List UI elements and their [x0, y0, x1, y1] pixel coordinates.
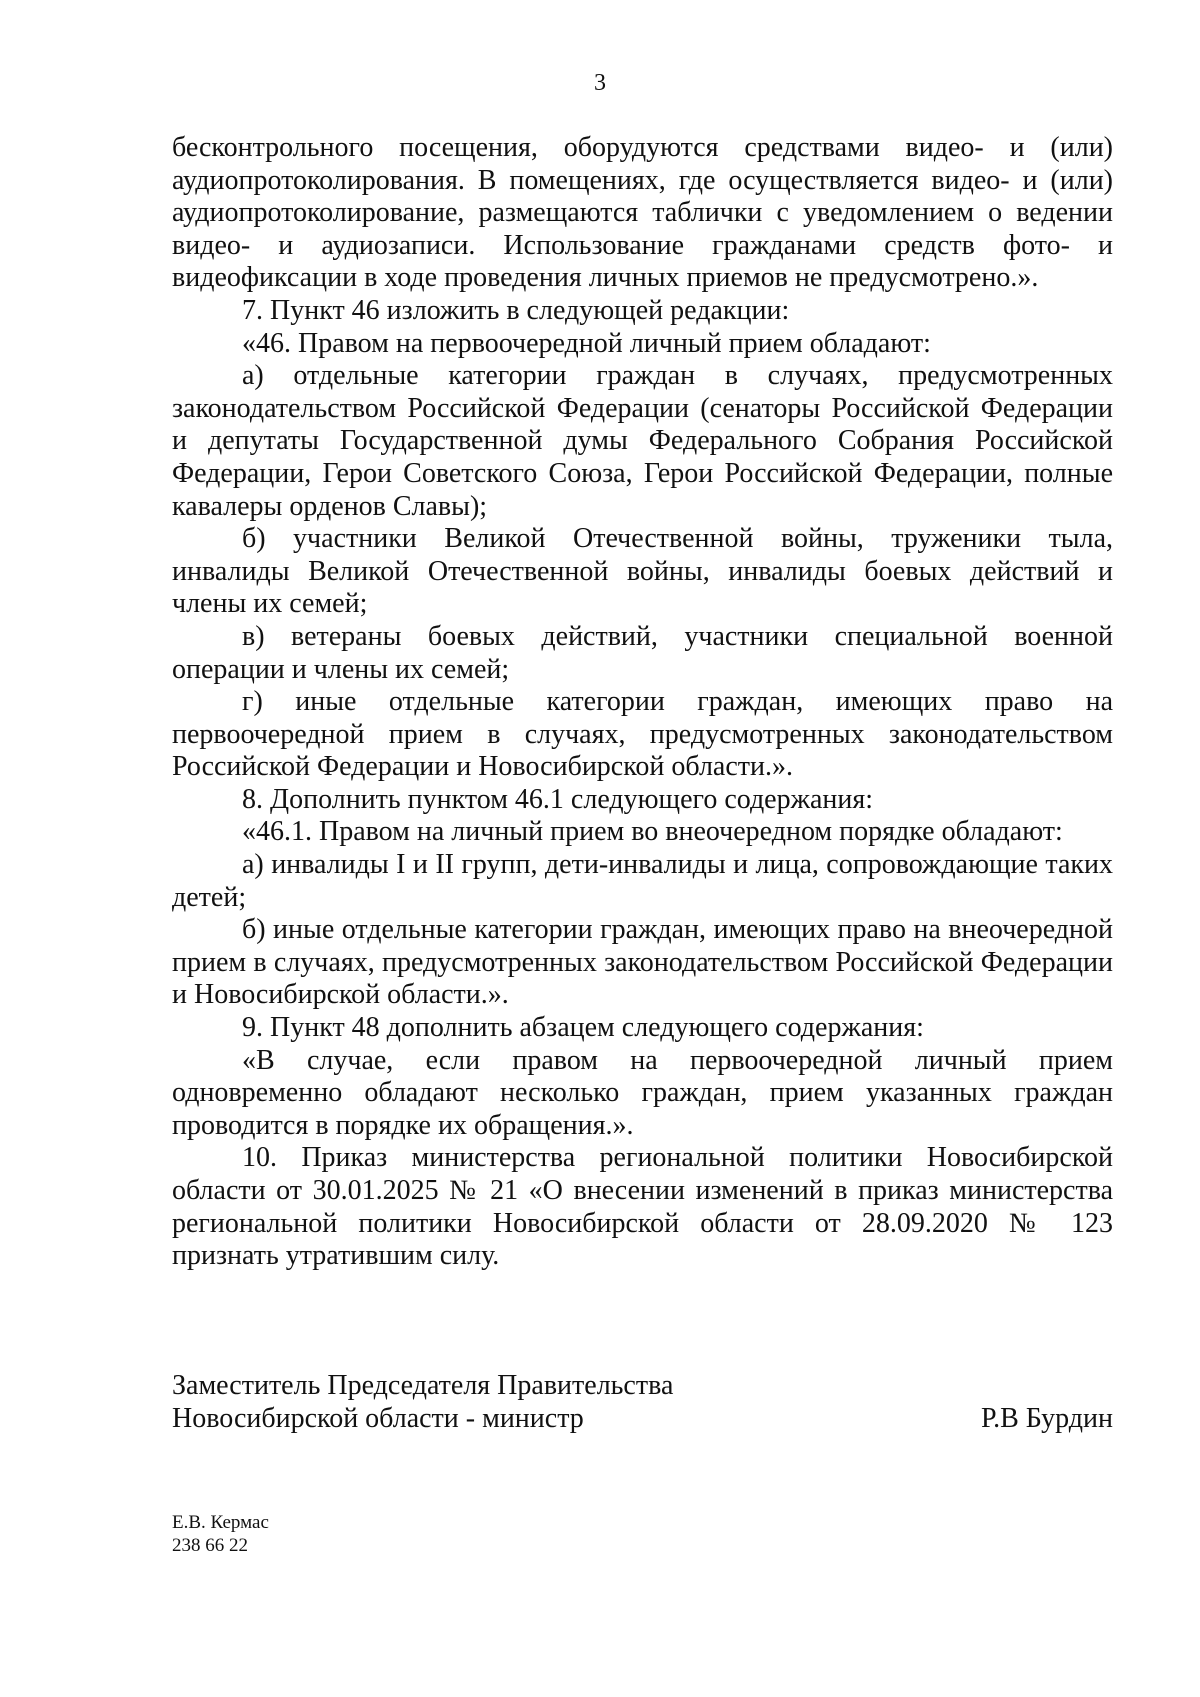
signatory-name: Р.В Бурдин: [981, 1403, 1113, 1434]
signature-position-line-2: Новосибирской области - министр: [172, 1403, 584, 1434]
paragraph-clause-48-add: «В случае, если правом на первоочередной личный прием одновременно обладают несколько граждан, прием указанных граждан проводится в порядке их обращения.».: [172, 1044, 1113, 1141]
page-number: 3: [594, 70, 606, 96]
executor-block: [172, 1511, 269, 1557]
paragraph-item-10: 10. Приказ министерства региональной политики Новосибирской области от 30.01.2025 № 21 «О внесении изменений в приказ министерства региональной политики Новосибирской области от 28.09.2020 № 123 признать утратившим силу.: [172, 1142, 1113, 1272]
paragraph-clause-46-1-a: а) инвалиды I и II групп, дети-инвалиды и лица, сопровождающие таких детей;: [172, 849, 1113, 913]
signature-position-line-1: Заместитель Председателя Правительства: [172, 1370, 674, 1401]
paragraph-clause-46-a: а) отдельные категории граждан в случаях, предусмотренных законодательством Российской Федерации (сенаторы Российской Федерации и депутаты Государственной думы Федерального Собрания Российской Федерации, Герои Советского Союза, Герои Российской Федерации, полные кавалеры орденов Славы);: [172, 360, 1113, 522]
paragraph-clause-46-v: в) ветераны боевых действий, участники специальной военной операции и члены их семей;: [172, 620, 1113, 685]
executor-name: Е.В. Кермас: [172, 1512, 269, 1533]
paragraph-clause-46: «46. Правом на первоочередной личный прием обладают:: [242, 327, 931, 359]
executor-phone: 238 66 22: [172, 1535, 248, 1556]
paragraph-item-7: 7. Пункт 46 изложить в следующей редакции:: [242, 294, 790, 326]
paragraph-clause-46-b: б) участники Великой Отечественной войны, труженики тыла, инвалиды Великой Отечественной войны, инвалиды боевых действий и члены их семей;: [172, 523, 1113, 620]
signature-position: [172, 1369, 892, 1435]
paragraph-item-8: 8. Дополнить пунктом 46.1 следующего содержания:: [242, 783, 874, 815]
paragraph-clause-46-1: «46.1. Правом на личный прием во внеочередном порядке обладают:: [242, 816, 1063, 848]
paragraph-clause-46-1-b: б) иные отдельные категории граждан, имеющих право на внеочередной прием в случаях, предусмотренных законодательством Российской Федерации и Новосибирской области.».: [172, 914, 1113, 1011]
document-body: [172, 132, 1113, 1273]
paragraph-continuation: бесконтрольного посещения, оборудуются средствами видео- и (или) аудиопротоколирования. В помещениях, где осуществляется видео- и (или) аудиопротоколирование, размещаются таблички с уведомлением о ведении видео- и аудиозаписи. Использование гражданами средств фото- и видеофиксации в ходе проведения личных приемов не предусмотрено.».: [172, 132, 1113, 294]
paragraph-clause-46-g: г) иные отдельные категории граждан, имеющих право на первоочередной прием в случаях, предусмотренных законодательством Российской Федерации и Новосибирской области.».: [172, 686, 1113, 783]
paragraph-item-9: 9. Пункт 48 дополнить абзацем следующего содержания:: [242, 1012, 924, 1044]
